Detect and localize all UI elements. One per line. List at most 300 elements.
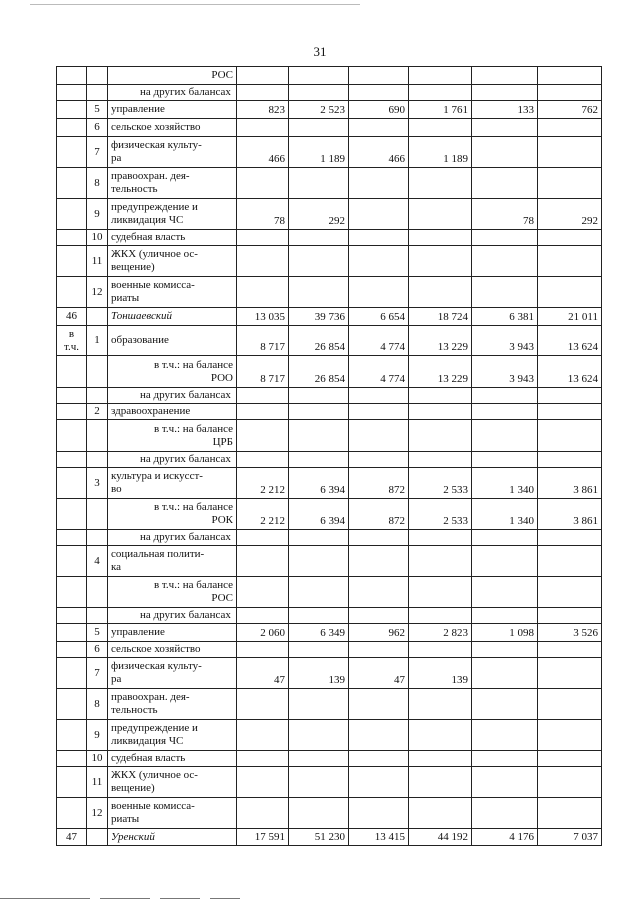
table-row — [57, 798, 602, 829]
value-cell — [409, 720, 472, 751]
row-number — [57, 608, 87, 624]
sub-number — [87, 67, 108, 85]
value-cell: 78 — [237, 199, 289, 230]
value-cell — [237, 67, 289, 85]
value-cell: 21 011 — [538, 308, 602, 326]
sub-number — [87, 85, 108, 101]
value-cell — [237, 119, 289, 137]
value-cell — [409, 246, 472, 277]
value-cell — [349, 720, 409, 751]
sub-number: 3 — [87, 468, 108, 499]
sub-number: 12 — [87, 277, 108, 308]
sub-number: 11 — [87, 246, 108, 277]
row-number — [57, 546, 87, 577]
value-cell — [538, 168, 602, 199]
value-cell — [289, 751, 349, 767]
value-cell — [237, 246, 289, 277]
row-number — [57, 530, 87, 546]
value-cell — [349, 608, 409, 624]
value-cell: 78 — [472, 199, 538, 230]
value-cell — [409, 67, 472, 85]
value-cell — [472, 420, 538, 452]
row-number — [57, 356, 87, 388]
value-cell: 2 823 — [409, 624, 472, 642]
row-number — [57, 642, 87, 658]
row-number — [57, 689, 87, 720]
value-cell: 292 — [289, 199, 349, 230]
value-cell: 1 189 — [409, 137, 472, 168]
row-number — [57, 168, 87, 199]
row-label: судебная власть — [108, 751, 237, 767]
value-cell — [538, 689, 602, 720]
row-label: сельское хозяйство — [108, 642, 237, 658]
value-cell: 2 533 — [409, 499, 472, 530]
row-label: социальная полити- ка — [108, 546, 237, 577]
sub-number: 6 — [87, 119, 108, 137]
table-row — [57, 720, 602, 751]
value-cell — [538, 404, 602, 420]
value-cell — [349, 119, 409, 137]
row-number — [57, 101, 87, 119]
value-cell — [349, 85, 409, 101]
value-cell — [237, 277, 289, 308]
value-cell — [237, 230, 289, 246]
value-cell — [237, 689, 289, 720]
value-cell — [289, 277, 349, 308]
value-cell — [289, 608, 349, 624]
value-cell: 13 229 — [409, 326, 472, 356]
row-label: предупреждение и ликвидация ЧС — [108, 720, 237, 751]
row-label: ЖКХ (уличное ос- вещение) — [108, 246, 237, 277]
top-edge-line — [30, 4, 360, 5]
value-cell: 2 212 — [237, 499, 289, 530]
sub-number: 5 — [87, 101, 108, 119]
value-cell: 139 — [409, 658, 472, 689]
value-cell — [237, 546, 289, 577]
value-cell — [237, 642, 289, 658]
value-cell — [349, 404, 409, 420]
row-number — [57, 199, 87, 230]
value-cell: 2 523 — [289, 101, 349, 119]
value-cell — [472, 767, 538, 798]
value-cell: 2 533 — [409, 468, 472, 499]
table-row — [57, 751, 602, 767]
table-row — [57, 277, 602, 308]
row-number: в т.ч. — [57, 326, 87, 356]
table-row — [57, 119, 602, 137]
value-cell — [472, 404, 538, 420]
value-cell — [409, 452, 472, 468]
sub-number: 9 — [87, 199, 108, 230]
row-label: управление — [108, 101, 237, 119]
value-cell: 6 394 — [289, 468, 349, 499]
value-cell: 13 624 — [538, 326, 602, 356]
row-number — [57, 388, 87, 404]
value-cell — [409, 420, 472, 452]
sub-number — [87, 452, 108, 468]
value-cell: 6 654 — [349, 308, 409, 326]
value-cell: 13 415 — [349, 829, 409, 846]
value-cell — [237, 608, 289, 624]
value-cell: 1 340 — [472, 499, 538, 530]
value-cell: 1 189 — [289, 137, 349, 168]
row-label: военные комисса- риаты — [108, 277, 237, 308]
row-label: в т.ч.: на балансе ЦРБ — [108, 420, 237, 452]
value-cell — [237, 404, 289, 420]
value-cell — [472, 798, 538, 829]
value-cell: 7 037 — [538, 829, 602, 846]
value-cell — [472, 452, 538, 468]
value-cell: 872 — [349, 499, 409, 530]
value-cell: 2 212 — [237, 468, 289, 499]
table-row — [57, 530, 602, 546]
value-cell — [349, 546, 409, 577]
row-number — [57, 468, 87, 499]
value-cell — [289, 168, 349, 199]
value-cell — [538, 751, 602, 767]
value-cell — [237, 85, 289, 101]
table-row — [57, 199, 602, 230]
value-cell — [409, 230, 472, 246]
row-label: на других балансах — [108, 608, 237, 624]
footer-line — [210, 898, 240, 899]
value-cell — [538, 720, 602, 751]
value-cell: 3 861 — [538, 468, 602, 499]
value-cell — [349, 388, 409, 404]
value-cell: 4 176 — [472, 829, 538, 846]
row-label: Тоншаевский — [108, 308, 237, 326]
value-cell — [289, 420, 349, 452]
row-number — [57, 452, 87, 468]
value-cell: 3 943 — [472, 356, 538, 388]
value-cell — [349, 530, 409, 546]
value-cell — [349, 246, 409, 277]
sub-number: 8 — [87, 689, 108, 720]
table-row — [57, 452, 602, 468]
value-cell: 26 854 — [289, 356, 349, 388]
value-cell — [237, 530, 289, 546]
sub-number — [87, 499, 108, 530]
value-cell — [538, 608, 602, 624]
table-row — [57, 326, 602, 356]
table-row — [57, 829, 602, 846]
row-number — [57, 277, 87, 308]
page-number: 31 — [313, 44, 327, 59]
value-cell — [409, 119, 472, 137]
value-cell — [237, 577, 289, 608]
value-cell: 51 230 — [289, 829, 349, 846]
value-cell — [289, 642, 349, 658]
value-cell: 4 774 — [349, 356, 409, 388]
row-number — [57, 85, 87, 101]
table-row — [57, 420, 602, 452]
row-number — [57, 577, 87, 608]
value-cell: 17 591 — [237, 829, 289, 846]
value-cell — [349, 277, 409, 308]
value-cell — [349, 420, 409, 452]
value-cell — [409, 689, 472, 720]
value-cell — [349, 689, 409, 720]
table-row — [57, 246, 602, 277]
value-cell — [349, 452, 409, 468]
row-label: управление — [108, 624, 237, 642]
table-row — [57, 404, 602, 420]
footer-line — [0, 898, 90, 899]
value-cell — [409, 577, 472, 608]
sub-number: 6 — [87, 642, 108, 658]
table-body — [57, 67, 602, 846]
value-cell — [289, 530, 349, 546]
value-cell — [472, 388, 538, 404]
value-cell — [237, 388, 289, 404]
value-cell: 13 624 — [538, 356, 602, 388]
value-cell — [237, 767, 289, 798]
table-row — [57, 767, 602, 798]
value-cell — [349, 767, 409, 798]
value-cell: 292 — [538, 199, 602, 230]
value-cell — [349, 199, 409, 230]
value-cell — [538, 67, 602, 85]
footer-line — [160, 898, 200, 899]
row-label: здравоохранение — [108, 404, 237, 420]
row-number — [57, 751, 87, 767]
row-label: в т.ч.: на балансе РОС — [108, 577, 237, 608]
value-cell — [237, 452, 289, 468]
row-number — [57, 420, 87, 452]
row-number — [57, 767, 87, 798]
row-label: в т.ч.: на балансе РОО — [108, 356, 237, 388]
value-cell: 1 098 — [472, 624, 538, 642]
value-cell: 1 761 — [409, 101, 472, 119]
sub-number: 1 — [87, 326, 108, 356]
table-row — [57, 658, 602, 689]
table-row — [57, 168, 602, 199]
value-cell — [289, 85, 349, 101]
value-cell — [409, 404, 472, 420]
row-number — [57, 720, 87, 751]
value-cell: 39 736 — [289, 308, 349, 326]
value-cell — [472, 642, 538, 658]
value-cell — [409, 642, 472, 658]
sub-number: 12 — [87, 798, 108, 829]
row-number — [57, 658, 87, 689]
row-label: судебная власть — [108, 230, 237, 246]
value-cell — [472, 246, 538, 277]
value-cell — [538, 230, 602, 246]
table-row — [57, 85, 602, 101]
value-cell — [289, 230, 349, 246]
value-cell: 13 035 — [237, 308, 289, 326]
value-cell: 47 — [237, 658, 289, 689]
value-cell — [349, 798, 409, 829]
row-number — [57, 67, 87, 85]
row-number — [57, 404, 87, 420]
table-row — [57, 642, 602, 658]
value-cell — [349, 230, 409, 246]
row-number — [57, 119, 87, 137]
value-cell — [472, 277, 538, 308]
value-cell — [472, 608, 538, 624]
row-number: 47 — [57, 829, 87, 846]
row-label: на других балансах — [108, 530, 237, 546]
value-cell: 6 381 — [472, 308, 538, 326]
row-label: ЖКХ (уличное ос- вещение) — [108, 767, 237, 798]
value-cell — [538, 798, 602, 829]
value-cell: 466 — [237, 137, 289, 168]
row-label: военные комисса- риаты — [108, 798, 237, 829]
sub-number: 4 — [87, 546, 108, 577]
value-cell — [538, 277, 602, 308]
value-cell: 3 861 — [538, 499, 602, 530]
value-cell: 1 340 — [472, 468, 538, 499]
value-cell — [237, 420, 289, 452]
value-cell: 8 717 — [237, 326, 289, 356]
row-label: на других балансах — [108, 85, 237, 101]
row-label: в т.ч.: на балансе РОК — [108, 499, 237, 530]
row-label: правоохран. дея- тельность — [108, 689, 237, 720]
value-cell — [472, 119, 538, 137]
value-cell: 2 060 — [237, 624, 289, 642]
value-cell — [538, 530, 602, 546]
value-cell — [289, 246, 349, 277]
value-cell — [349, 751, 409, 767]
value-cell — [289, 388, 349, 404]
sub-number — [87, 530, 108, 546]
sub-number — [87, 577, 108, 608]
row-label: РОС — [108, 67, 237, 85]
row-label: на других балансах — [108, 388, 237, 404]
value-cell — [409, 608, 472, 624]
row-label: на других балансах — [108, 452, 237, 468]
value-cell: 13 229 — [409, 356, 472, 388]
value-cell — [538, 388, 602, 404]
value-cell — [349, 577, 409, 608]
table-row — [57, 101, 602, 119]
value-cell — [289, 798, 349, 829]
value-cell — [237, 751, 289, 767]
row-label: культура и искусст- во — [108, 468, 237, 499]
row-number: 46 — [57, 308, 87, 326]
row-label: сельское хозяйство — [108, 119, 237, 137]
value-cell: 872 — [349, 468, 409, 499]
value-cell — [538, 119, 602, 137]
row-number — [57, 499, 87, 530]
row-label: физическая культу- ра — [108, 658, 237, 689]
row-number — [57, 246, 87, 277]
row-number — [57, 230, 87, 246]
row-label: Уренский — [108, 829, 237, 846]
table-row — [57, 67, 602, 85]
value-cell — [409, 168, 472, 199]
value-cell — [472, 137, 538, 168]
sub-number: 11 — [87, 767, 108, 798]
value-cell — [538, 452, 602, 468]
value-cell — [289, 720, 349, 751]
value-cell — [538, 642, 602, 658]
value-cell — [409, 546, 472, 577]
row-number — [57, 798, 87, 829]
table-row — [57, 137, 602, 168]
row-number — [57, 137, 87, 168]
table-row — [57, 608, 602, 624]
row-number — [57, 624, 87, 642]
value-cell — [538, 767, 602, 798]
sub-number — [87, 829, 108, 846]
footer-line — [100, 898, 150, 899]
sub-number — [87, 608, 108, 624]
sub-number: 7 — [87, 658, 108, 689]
table-row — [57, 468, 602, 499]
value-cell — [538, 420, 602, 452]
value-cell — [472, 577, 538, 608]
table-row — [57, 546, 602, 577]
sub-number: 9 — [87, 720, 108, 751]
sub-number: 10 — [87, 230, 108, 246]
row-label: образование — [108, 326, 237, 356]
value-cell — [538, 85, 602, 101]
value-cell — [472, 230, 538, 246]
table-row — [57, 499, 602, 530]
value-cell — [472, 67, 538, 85]
budget-table — [56, 66, 602, 846]
row-label: правоохран. дея- тельность — [108, 168, 237, 199]
sub-number: 7 — [87, 137, 108, 168]
table-row — [57, 577, 602, 608]
value-cell — [538, 546, 602, 577]
sub-number: 10 — [87, 751, 108, 767]
value-cell: 690 — [349, 101, 409, 119]
table-row — [57, 624, 602, 642]
value-cell — [472, 689, 538, 720]
value-cell: 3 526 — [538, 624, 602, 642]
value-cell — [409, 767, 472, 798]
value-cell: 4 774 — [349, 326, 409, 356]
value-cell — [409, 388, 472, 404]
value-cell — [289, 404, 349, 420]
sub-number: 5 — [87, 624, 108, 642]
value-cell — [472, 658, 538, 689]
value-cell — [289, 119, 349, 137]
value-cell — [289, 767, 349, 798]
value-cell — [237, 798, 289, 829]
value-cell — [237, 720, 289, 751]
value-cell — [409, 751, 472, 767]
value-cell — [538, 577, 602, 608]
value-cell — [409, 530, 472, 546]
value-cell — [538, 658, 602, 689]
sub-number — [87, 308, 108, 326]
row-label: предупреждение и ликвидация ЧС — [108, 199, 237, 230]
table-row — [57, 388, 602, 404]
table-row — [57, 230, 602, 246]
value-cell — [289, 546, 349, 577]
value-cell — [472, 168, 538, 199]
table-row — [57, 689, 602, 720]
value-cell: 47 — [349, 658, 409, 689]
value-cell — [409, 277, 472, 308]
value-cell — [472, 530, 538, 546]
value-cell — [349, 168, 409, 199]
sub-number — [87, 420, 108, 452]
value-cell — [409, 798, 472, 829]
row-label: физическая культу- ра — [108, 137, 237, 168]
value-cell: 6 349 — [289, 624, 349, 642]
value-cell — [289, 67, 349, 85]
sub-number: 2 — [87, 404, 108, 420]
value-cell: 466 — [349, 137, 409, 168]
value-cell — [237, 168, 289, 199]
value-cell: 6 394 — [289, 499, 349, 530]
